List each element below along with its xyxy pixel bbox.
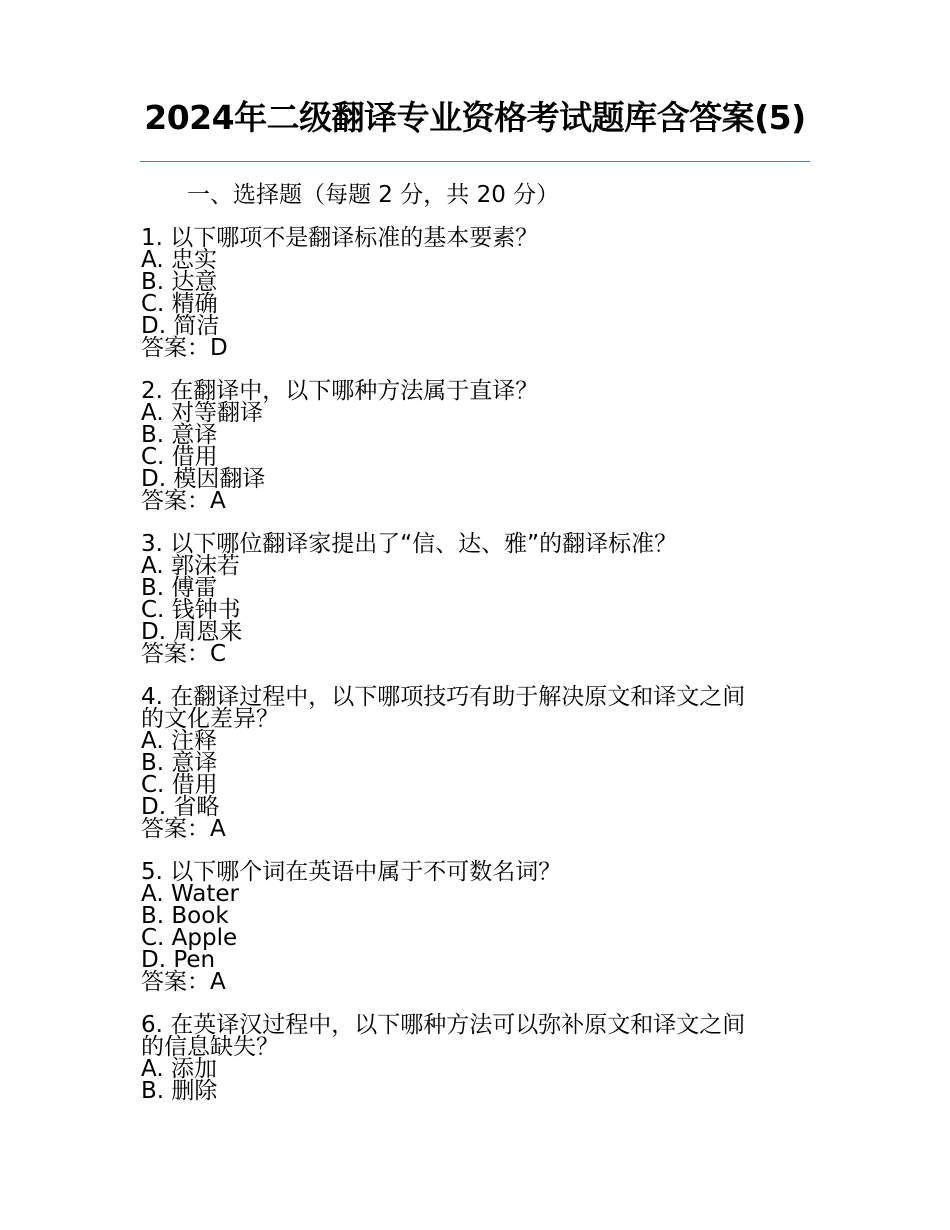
question-stem: 的文化差异？ (141, 706, 279, 732)
answer-option: B. 意译 (141, 422, 218, 448)
question-stem: 5. 以下哪个词在英语中属于不可数名词？ (141, 859, 562, 885)
answer-option: A. 添加 (141, 1056, 217, 1082)
question-stem: 1. 以下哪项不是翻译标准的基本要素？ (141, 225, 539, 251)
document-title: 2024年二级翻译专业资格考试题库含答案(5) (144, 98, 806, 137)
question-stem: 3. 以下哪位翻译家提出了“信、达、雅”的翻译标准？ (141, 531, 678, 557)
answer-option: D. 省略 (141, 794, 220, 820)
answer-option: B. 删除 (141, 1078, 218, 1104)
question-block (141, 227, 821, 359)
answer-key: 答案：A (141, 488, 226, 514)
question-block (141, 533, 821, 665)
answer-option: A. Water (141, 881, 239, 907)
answer-option: A. 对等翻译 (141, 400, 263, 426)
title-underline (140, 161, 810, 162)
answer-option: C. Apple (141, 925, 238, 951)
answer-option: C. 钱钟书 (141, 597, 241, 623)
question-list (141, 227, 821, 1123)
answer-option: D. 周恩来 (141, 619, 243, 645)
question-stem: 6. 在英译汉过程中，以下哪种方法可以弥补原文和译文之间 (141, 1012, 746, 1038)
question-block (141, 686, 821, 840)
answer-option: D. 模因翻译 (141, 466, 266, 492)
answer-key: 答案：A (141, 816, 226, 842)
answer-option: D. 简洁 (141, 313, 220, 339)
answer-option: B. Book (141, 903, 229, 929)
answer-option: A. 忠实 (141, 247, 217, 273)
answer-option: C. 借用 (141, 444, 218, 470)
answer-option: B. 意译 (141, 750, 218, 776)
answer-option: C. 借用 (141, 772, 218, 798)
question-stem: 2. 在翻译中，以下哪种方法属于直译？ (141, 378, 539, 404)
answer-option: A. 郭沫若 (141, 553, 240, 579)
question-block (141, 861, 821, 993)
question-stem: 4. 在翻译过程中，以下哪项技巧有助于解决原文和译文之间 (141, 684, 746, 710)
question-stem: 的信息缺失？ (141, 1034, 279, 1060)
answer-key: 答案：C (141, 641, 227, 667)
answer-key: 答案：D (141, 335, 228, 361)
section-heading: 一、选择题（每题 2 分，共 20 分） (187, 182, 560, 208)
answer-option: B. 达意 (141, 269, 218, 295)
answer-key: 答案：A (141, 969, 226, 995)
answer-option: C. 精确 (141, 291, 218, 317)
answer-option: A. 注释 (141, 728, 217, 754)
answer-option: D. Pen (141, 947, 216, 973)
answer-option: B. 傅雷 (141, 575, 218, 601)
question-block (141, 380, 821, 512)
question-block (141, 1014, 821, 1102)
